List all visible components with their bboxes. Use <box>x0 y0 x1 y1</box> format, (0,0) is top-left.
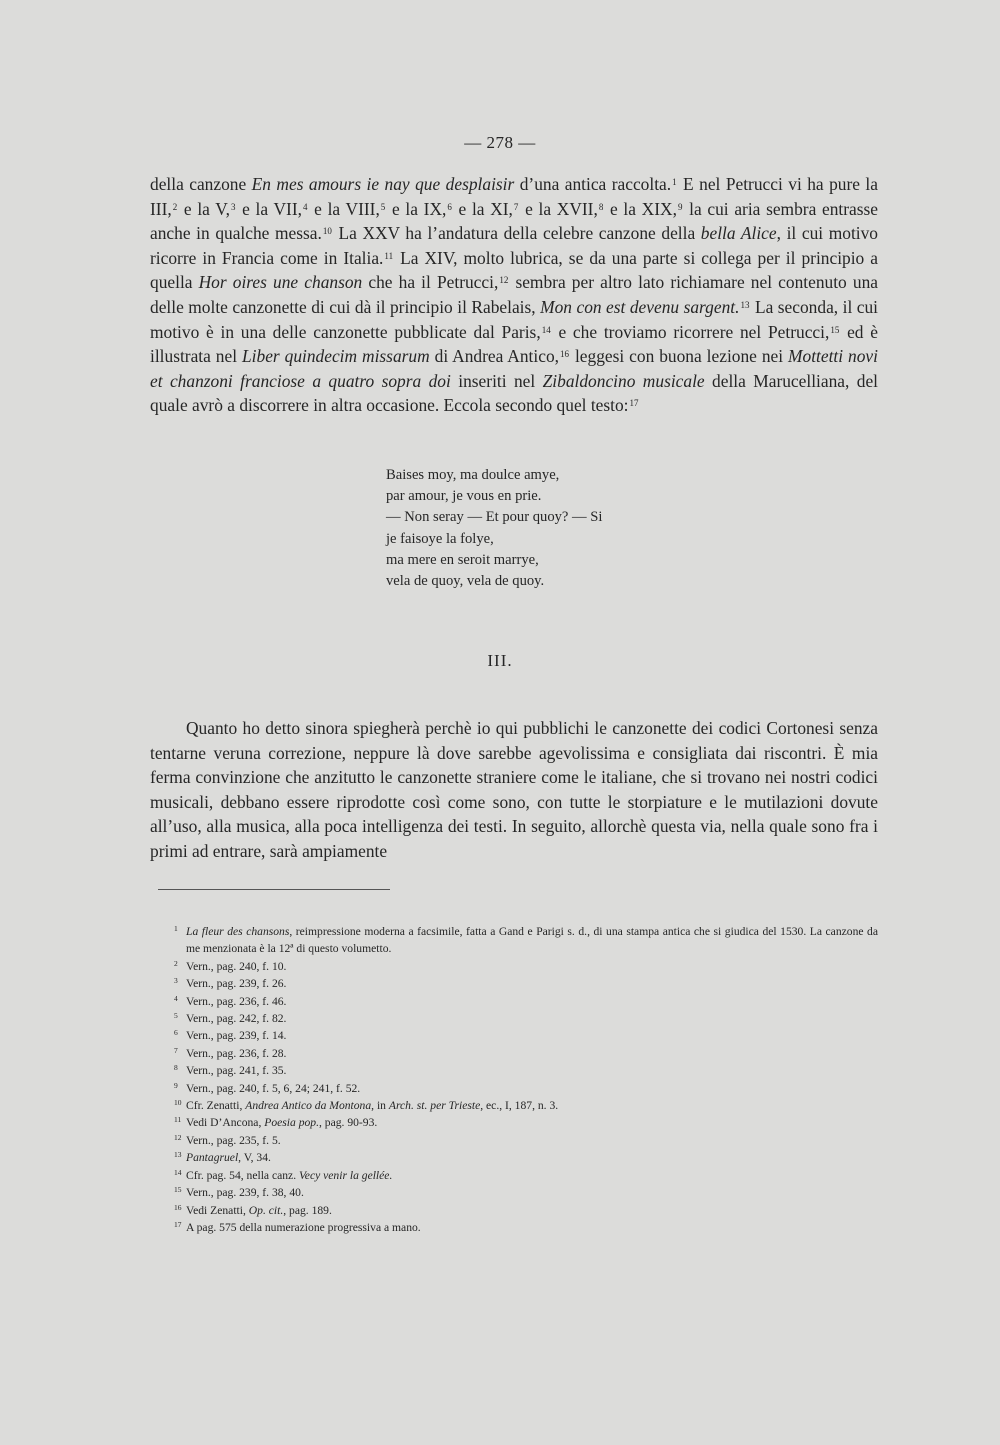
text-run: , ec., I, 187, n. 3. <box>480 1099 559 1113</box>
footnote-number: 3 <box>174 976 178 986</box>
footnote-reference: 10 <box>322 226 332 237</box>
text-run: , il cui motivo ricorre in Francia come in Italia. <box>150 223 879 268</box>
footnote-reference: 6 <box>447 201 452 212</box>
text-run: Vern., pag. 236, f. 28. <box>186 1046 287 1060</box>
text-run: della Marucelliana, del quale avrò a discorrere in altra occasione. Eccola secondo quel testo: <box>150 370 879 416</box>
italic-text: Arch. st. per Trieste <box>388 1099 481 1113</box>
text-run: e la VIII, <box>308 198 380 219</box>
text-run: Vern., pag. 240, f. 5, 6, 24; 241, f. 52. <box>186 1081 361 1095</box>
footnote <box>174 1027 878 1044</box>
footnote-number: 12 <box>174 1132 182 1142</box>
footnote-text <box>186 925 878 955</box>
footnote-divider <box>158 889 390 890</box>
footnote-text <box>186 1029 286 1042</box>
footnote-text <box>186 1047 286 1060</box>
footnote-reference: 5 <box>380 201 386 212</box>
footnote-number: 6 <box>174 1028 178 1038</box>
italic-text: Vecy venir la gellée. <box>299 1168 393 1182</box>
text-run: La XXV ha l’andatura della celebre canzone della <box>332 223 701 244</box>
footnote <box>174 1062 878 1079</box>
poem-line: — Non seray — Et pour quoy? — Si <box>386 509 603 526</box>
footnote-number: 1 <box>174 924 178 933</box>
footnote-text <box>186 1221 421 1234</box>
footnote <box>174 1097 878 1114</box>
footnote <box>174 975 878 992</box>
text-run: Vedi Zenatti, <box>186 1203 249 1217</box>
footnote-reference: 12 <box>499 275 509 286</box>
footnote-number: 9 <box>174 1080 178 1090</box>
footnote-text <box>186 1012 286 1025</box>
footnote-number: 17 <box>174 1219 182 1229</box>
footnote <box>174 1010 878 1027</box>
footnote-reference: 14 <box>541 324 551 335</box>
italic-text: Poesia pop. <box>264 1116 319 1130</box>
text-run: ed è illustrata nel <box>150 321 878 367</box>
text-run: Vern., pag. 236, f. 46. <box>186 994 287 1008</box>
text-run: inseriti nel <box>450 370 543 391</box>
footnote <box>174 1080 878 1097</box>
footnote-reference: 1 <box>672 177 677 187</box>
footnote-reference: 13 <box>740 299 750 310</box>
footnote-number: 11 <box>174 1115 182 1125</box>
italic-text: Andrea Antico da Montona <box>245 1099 372 1113</box>
footnote-reference: 2 <box>172 201 178 212</box>
text-run: e che troviamo ricorrere nel Petrucci, <box>551 321 830 342</box>
footnote-reference: 8 <box>598 201 604 212</box>
text-run: d’una antica raccolta. <box>514 174 672 194</box>
poem <box>386 465 602 592</box>
text-run: la cui aria sembra entrasse anche in qualche messa. <box>150 198 878 244</box>
footnote-text <box>186 1116 377 1129</box>
text-run: leggesi con buona lezione nei <box>570 346 789 367</box>
footnote <box>174 1184 878 1201</box>
italic-text: Mottetti novi et chanzoni franciose a quatro sopra doi <box>150 346 878 391</box>
text-run: Vern., pag. 239, f. 14. <box>186 1029 287 1043</box>
text-run: Vern., pag. 240, f. 10. <box>186 959 287 973</box>
footnote-text <box>186 995 286 1008</box>
footnote-text <box>186 1082 360 1095</box>
italic-text: En mes amours ie nay que desplaisir <box>251 174 515 194</box>
text-run: che ha il Petrucci, <box>362 272 499 293</box>
text-run: e la V, <box>178 198 230 219</box>
italic-text: La fleur des chansons <box>186 925 290 938</box>
page-number: — 278 — <box>464 133 536 152</box>
footnote <box>174 1219 878 1236</box>
footnote <box>174 1114 878 1131</box>
footnote-number: 2 <box>174 958 178 968</box>
footnote-text <box>186 1099 558 1112</box>
footnote <box>174 958 878 975</box>
text-run: sembra per altro lato richiamare nel contenuto una delle molte canzonette di cui dà il principio il Rabelais, <box>150 272 878 317</box>
footnote-number: 10 <box>174 1098 182 1108</box>
text-run: e la IX, <box>386 198 447 219</box>
paragraph-2-text: Quanto ho detto sinora spiegherà perchè io qui pubblichi le canzonette dei codici Cortonesi senza tentarne veruna correzione, neppure là dove sarebbe agevolissima e consigliata dai riscontri. È mia ferma convinzione che anzitutto le canzonette straniere come le italiane, che si trovano nei nostri codici musicali, debbano essere riprodotte così come sono, con tutte le storpiature e le mutilazioni dovute all’uso, alla musica, alla poca intelligenza dei testi. In seguito, allorchè questa via, nella quale sono fra i primi ad entrare, sarà ampiamente <box>150 718 878 861</box>
footnote-reference: 9 <box>677 201 683 212</box>
footnote-reference: 3 <box>230 201 236 212</box>
text-run: Cfr. pag. 54, nella canz. <box>186 1168 299 1182</box>
italic-text: Op. cit. <box>248 1203 284 1217</box>
italic-text: Mon con est devenu sargent. <box>540 296 740 317</box>
footnote-text <box>186 1134 281 1147</box>
text-run: e la XVII, <box>519 198 598 219</box>
footnote-number: 13 <box>174 1150 182 1160</box>
italic-text: Hor oires une chanson <box>198 272 363 293</box>
text-run: e la XIX, <box>604 198 677 219</box>
footnote <box>174 1132 878 1149</box>
footnote-text <box>186 977 286 990</box>
footnote-number: 15 <box>174 1185 182 1195</box>
poem-line: je faisoye la folye, <box>386 530 494 547</box>
text-run: , V, 34. <box>238 1151 271 1165</box>
poem-line: Baises moy, ma doulce amye, <box>386 467 560 483</box>
paragraph-2 <box>150 716 878 864</box>
text-run: Cfr. Zenatti, <box>186 1099 246 1113</box>
text-run: , pag. 189. <box>283 1203 332 1217</box>
footnote-reference: 15 <box>830 324 840 335</box>
poem-line: par amour, je vous en prie. <box>386 488 542 505</box>
footnote-text <box>186 1151 271 1164</box>
footnote-number: 8 <box>174 1063 178 1073</box>
italic-text: Zibaldoncino musicale <box>542 370 705 391</box>
text-run: Vern., pag. 242, f. 82. <box>186 1012 287 1026</box>
text-run: A pag. 575 della numerazione progressiva a mano. <box>186 1220 421 1234</box>
text-run: di Andrea Antico, <box>429 346 559 367</box>
footnote <box>174 993 878 1010</box>
footnotes <box>174 923 878 1236</box>
footnote-text <box>186 1169 392 1182</box>
footnote-number: 7 <box>174 1045 178 1055</box>
footnote-text <box>186 960 286 973</box>
footnote <box>174 1202 878 1219</box>
text-run: , reimpressione moderna a facsimile, fatta a Gand e Parigi s. d., di una stampa antica che si giudica del 1530. La canzone da me menzionata è la 12ª di questo volumetto. <box>186 925 878 956</box>
footnote-reference: 11 <box>384 250 394 261</box>
text-run: Vern., pag. 241, f. 35. <box>186 1064 287 1078</box>
footnote <box>174 1045 878 1062</box>
footnote-number: 14 <box>174 1167 182 1177</box>
text-run: La seconda, il cui motivo è in una delle canzonette pubblicate dal Paris, <box>150 296 879 342</box>
text-run: Vern., pag. 239, f. 38, 40. <box>186 1186 304 1200</box>
text-run: , in <box>371 1099 389 1113</box>
text-run: e la VII, <box>236 198 302 219</box>
footnote-text <box>186 1064 286 1077</box>
paragraph-1 <box>150 172 878 418</box>
footnote-reference: 4 <box>302 201 308 212</box>
footnote <box>174 923 878 958</box>
footnote <box>174 1149 878 1166</box>
section-heading: III. <box>487 651 513 670</box>
text-run: Vern., pag. 235, f. 5. <box>186 1133 281 1147</box>
italic-text: Pantagruel <box>186 1151 239 1165</box>
footnote-reference: 16 <box>560 349 569 360</box>
footnote-text <box>186 1204 332 1217</box>
text-run: La XIV, molto lubrica, se da una parte si collega per il principio a quella <box>150 247 878 293</box>
text-run: e la XI, <box>452 198 513 219</box>
footnote-text <box>186 1186 304 1199</box>
footnote-reference: 17 <box>629 398 639 409</box>
footnote-reference: 7 <box>513 201 519 212</box>
footnote-number: 5 <box>174 1011 178 1021</box>
footnote-number: 16 <box>174 1202 182 1212</box>
text-run: Vern., pag. 239, f. 26. <box>186 977 287 991</box>
text-run: , pag. 90-93. <box>319 1116 378 1130</box>
text-run: Vedi D’Ancona, <box>186 1116 265 1130</box>
poem-line: ma mere en seroit marrye, <box>386 551 539 568</box>
italic-text: Liber quindecim missarum <box>242 346 430 367</box>
poem-line: vela de quoy, vela de quoy. <box>386 573 545 590</box>
footnote <box>174 1167 878 1184</box>
text-run: E nel Petrucci vi ha pure la III, <box>150 174 878 219</box>
italic-text: bella Alice <box>700 223 777 244</box>
footnote-number: 4 <box>174 993 178 1003</box>
text-run: della canzone <box>150 174 252 194</box>
